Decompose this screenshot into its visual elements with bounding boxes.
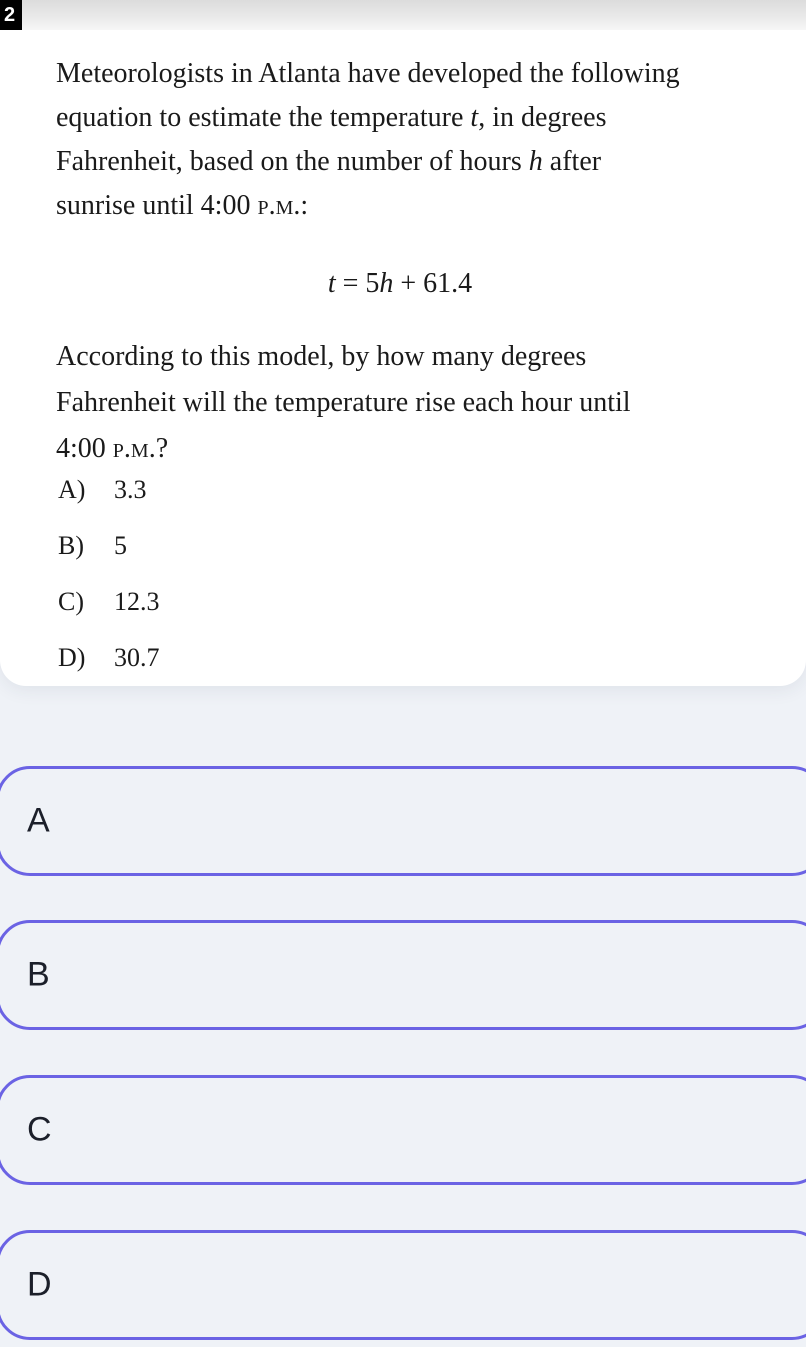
prompt-line: Fahrenheit will the temperature rise each hour until [56,387,631,418]
choice-letter: C) [58,587,84,616]
equation-lhs: t [327,268,336,299]
question-stem [56,52,806,228]
choice-value: 5 [114,531,127,560]
choice-value: 3.3 [114,475,147,504]
equation-rhs: = 5h + 61.4 [342,268,473,299]
answer-option-d[interactable] [0,1230,806,1340]
prompt-text: 4:00 [56,433,113,464]
choice-item [58,580,160,636]
equation [0,268,806,300]
prompt-line: According to this model, by how many degrees [56,341,587,372]
prompt-punctuation: ? [155,433,169,464]
answer-option-label: B [27,955,50,994]
question-header-rule [22,0,806,30]
variable-h: h [528,146,543,177]
choice-value: 12.3 [114,587,160,616]
equation-variable-h: h [379,268,394,299]
answer-option-c[interactable] [0,1075,806,1185]
question-number: 2 [0,0,22,30]
stem-line [56,184,806,228]
answer-option-b[interactable] [0,920,806,1030]
choice-letter: B) [58,531,84,560]
answer-option-label: D [27,1265,52,1304]
prompt-time-suffix: p.m. [112,433,156,464]
stem-text: sunrise until 4:00 [56,190,258,221]
choice-item [58,524,160,580]
choice-value: 30.7 [114,643,160,672]
choice-item [58,468,160,524]
prompt-line [56,426,631,472]
answer-option-label: C [27,1110,52,1149]
answer-option-label: A [27,801,50,840]
variable-t: t [470,102,479,133]
stem-line: Fahrenheit, based on the number of hours h after [56,146,602,177]
stem-line: Meteorologists in Atlanta have developed the following [56,58,680,89]
stem-line-text: equation to estimate the temperature t, in degrees [56,102,607,133]
answer-option-a[interactable] [0,766,806,876]
equation-body [328,268,472,300]
stem-line [56,96,806,140]
choice-letter: D) [58,643,86,672]
choice-letter: A) [58,475,86,504]
choice-list [58,468,160,686]
stem-punctuation: : [300,190,309,221]
stem-time-suffix: p.m. [257,190,301,221]
question-prompt [56,334,631,472]
choice-item [58,636,160,686]
